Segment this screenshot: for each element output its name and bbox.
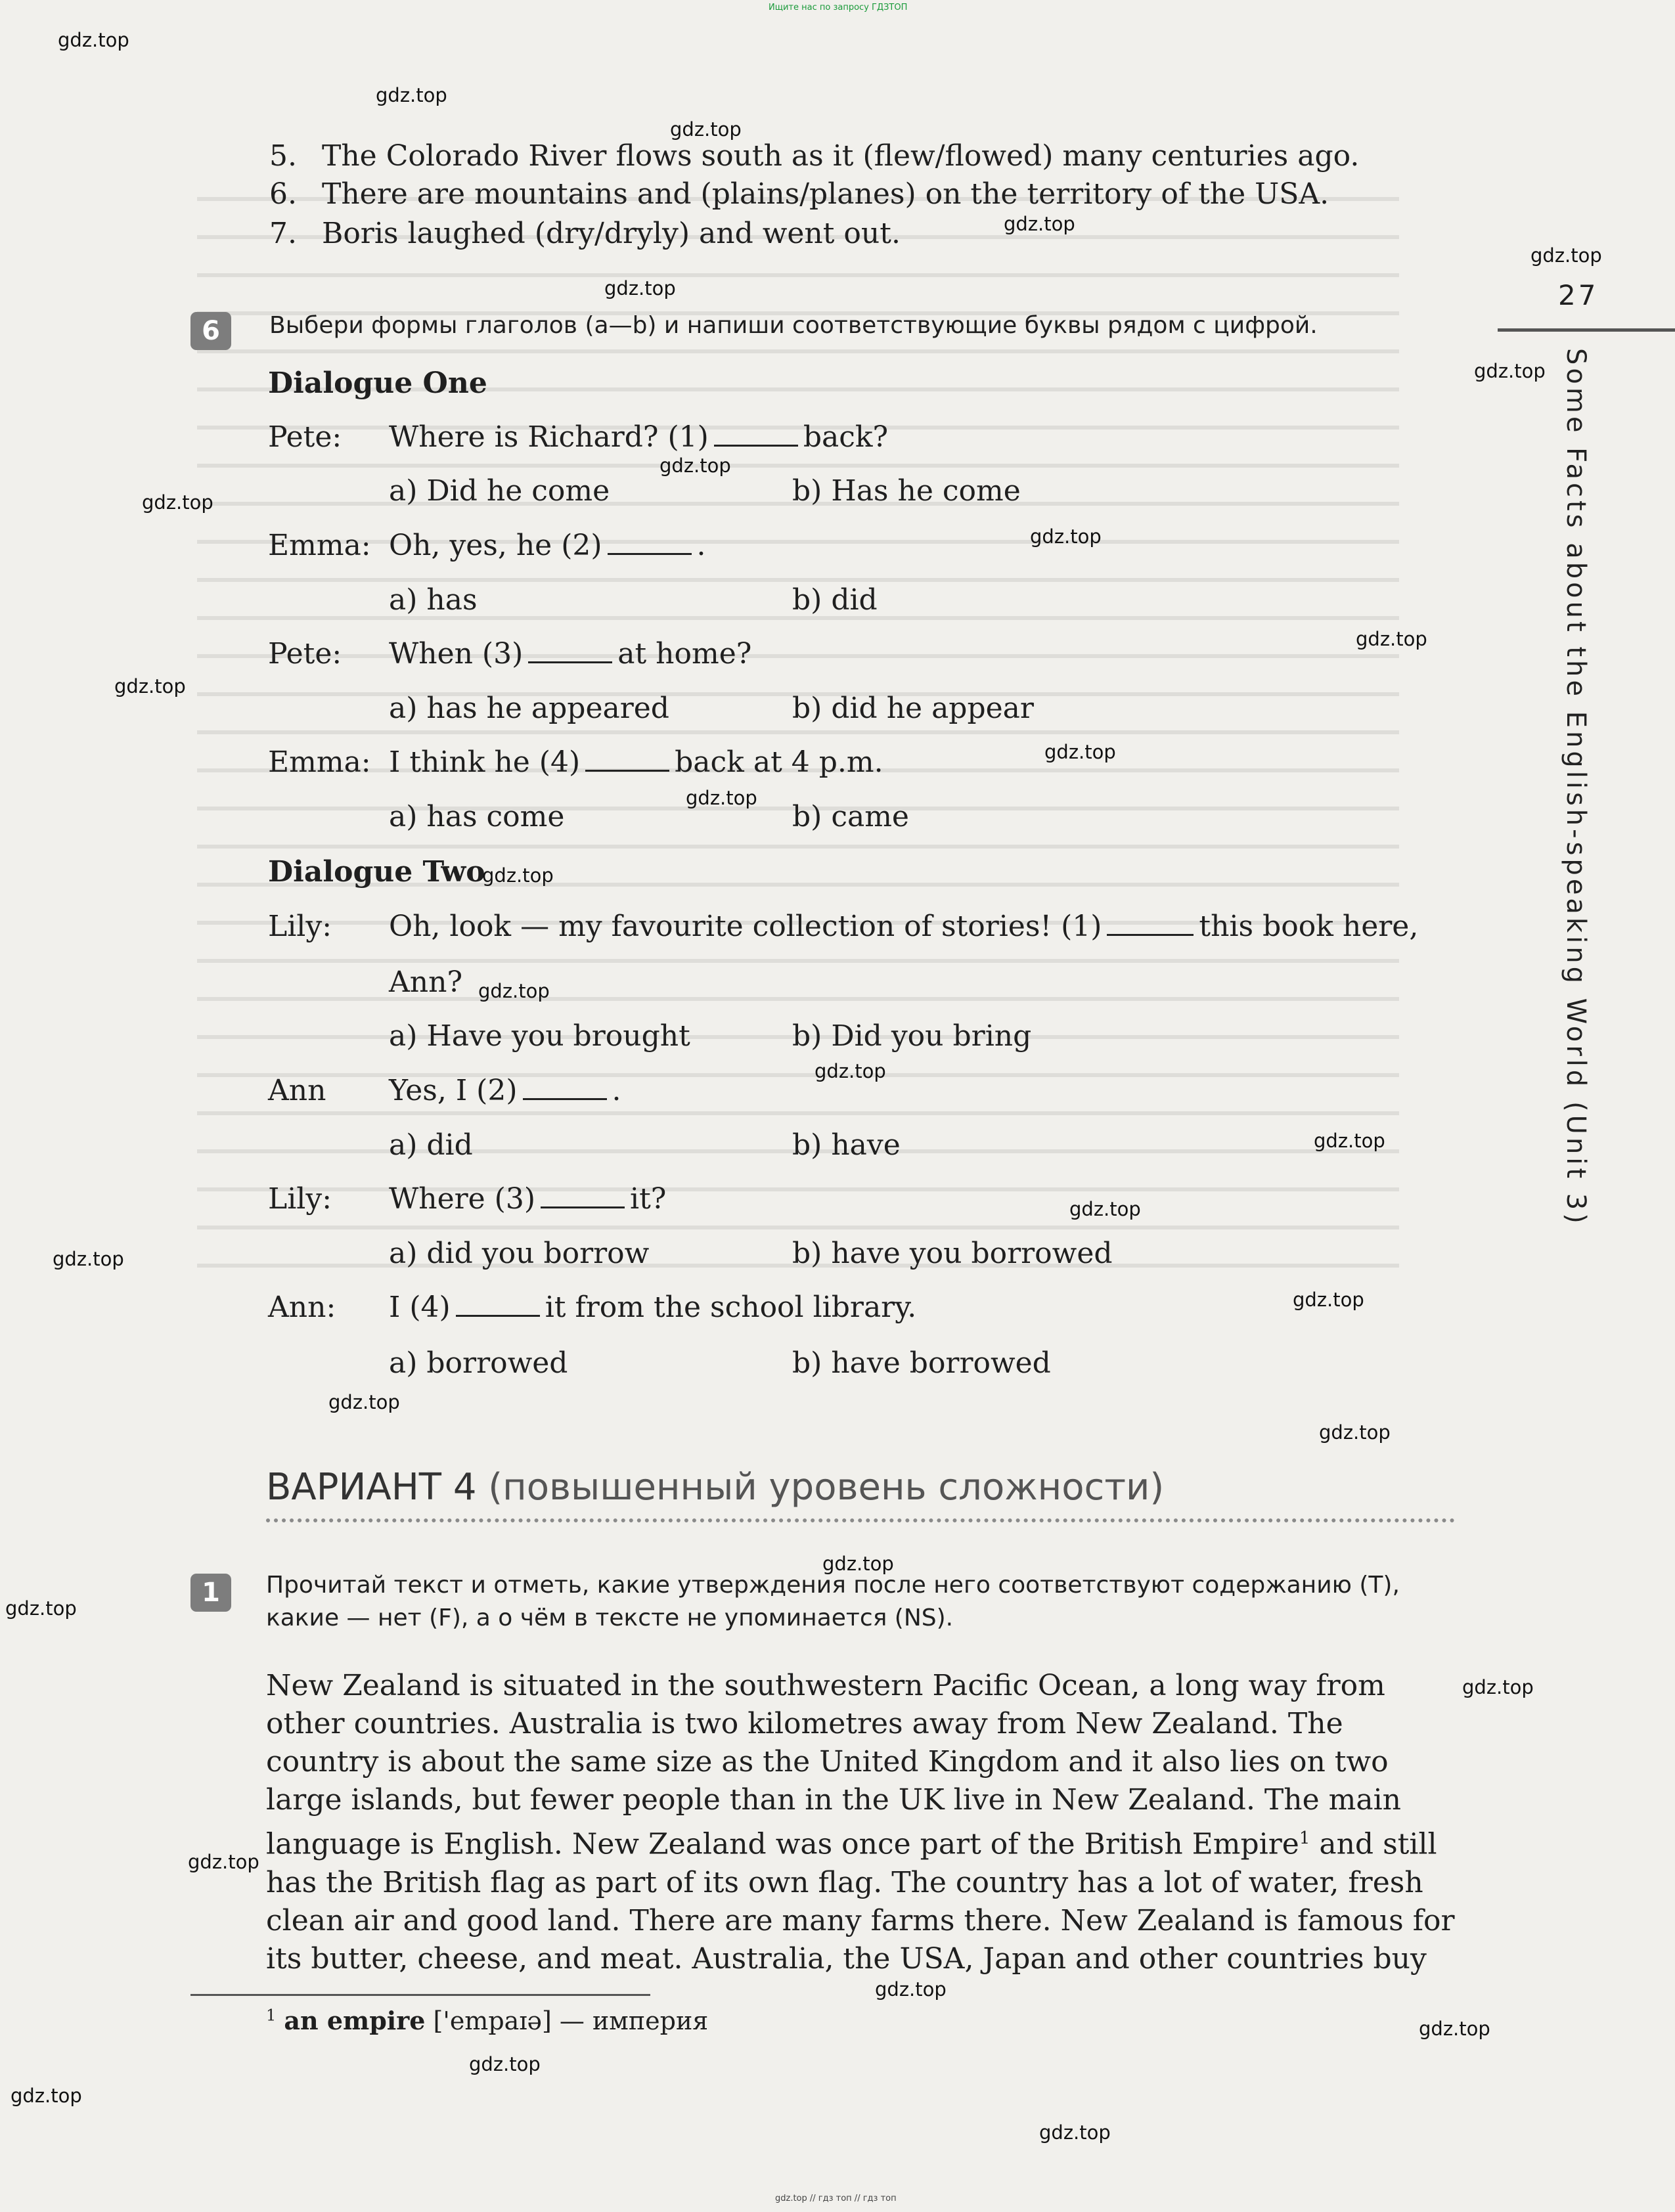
task1-text	[266, 1667, 1455, 1978]
side-title	[1552, 348, 1591, 1333]
watermark: gdz.top	[142, 491, 213, 514]
header-note: Ищите нас по запросу ГДЗТОП	[769, 3, 908, 12]
answer-blank[interactable]	[523, 1093, 607, 1100]
dialogue-one-title: Dialogue One	[268, 366, 487, 400]
answer-blank[interactable]	[528, 656, 612, 663]
watermark: gdz.top	[1314, 1130, 1385, 1152]
bleed-through-texture	[197, 184, 1399, 1268]
footnote: $^1$ an empire ['empaɪə] — империя	[266, 2006, 709, 2035]
watermark: gdz.top	[875, 1978, 947, 2001]
answer-blank[interactable]	[1107, 929, 1194, 936]
watermark: gdz.top	[1462, 1676, 1534, 1698]
task1-instruction-line1: Прочитай текст и отметь, какие утверждения после него соответствуют содержанию (T),	[266, 1572, 1400, 1599]
d2-speaker-4: Ann:	[268, 1291, 336, 1324]
d2-speaker-2: Ann	[268, 1074, 326, 1107]
d2-option-a-1: a) Have you brought	[389, 1019, 690, 1053]
item-6	[269, 177, 1329, 211]
item-text: Boris laughed (dry/dryly) and went out.	[321, 217, 901, 250]
d2-option-b-3: b) have you borrowed	[792, 1237, 1113, 1270]
item-number: 7.	[269, 217, 297, 250]
variant-title: ВАРИАНТ 4 (повышенный уровень сложности)	[266, 1466, 1165, 1509]
task6-badge: 6	[190, 312, 231, 350]
watermark: gdz.top	[1039, 2121, 1111, 2144]
d1-option-b-2: b) did	[792, 583, 878, 617]
d1-speaker-3: Pete:	[268, 637, 342, 671]
text-line: New Zealand is situated in the southwestern Pacific Ocean, a long way from	[266, 1669, 1385, 1702]
watermark: gdz.top	[686, 787, 757, 809]
d1-line-1: Where is Richard? (1) back?	[389, 420, 889, 454]
variant-divider	[266, 1518, 1455, 1522]
d2-line-1-cont: Ann?	[389, 965, 463, 999]
answer-blank[interactable]	[541, 1201, 625, 1208]
page-number: 27	[1558, 279, 1599, 311]
task6-instruction: Выбери формы глаголов (a—b) и напиши соответствующие буквы рядом с цифрой.	[269, 312, 1318, 339]
side-title-text: Some Facts about the English-speaking World (Unit 3)	[1561, 348, 1591, 1227]
d1-option-a-1: a) Did he come	[389, 474, 610, 508]
watermark: gdz.top	[1474, 360, 1546, 382]
watermark: gdz.top	[815, 1060, 886, 1082]
footnote-ref: 1	[1299, 1828, 1310, 1848]
d1-speaker-1: Pete:	[268, 420, 342, 454]
task1-instruction-line2: какие — нет (F), а о чём в тексте не упоминается (NS).	[266, 1604, 954, 1631]
watermark: gdz.top	[1419, 2018, 1490, 2040]
d2-option-a-4: a) borrowed	[389, 1346, 568, 1380]
watermark: gdz.top	[670, 118, 742, 141]
dialogue-two-title: Dialogue Two	[268, 855, 485, 889]
watermark: gdz.top	[1319, 1421, 1391, 1444]
d1-option-a-4: a) has come	[389, 800, 565, 833]
watermark: gdz.top	[659, 454, 731, 477]
watermark: gdz.top	[1069, 1198, 1141, 1220]
watermark: gdz.top	[822, 1553, 894, 1575]
d2-option-b-2: b) have	[792, 1128, 901, 1162]
text-line: country is about the same size as the United Kingdom and it also lies on two	[266, 1745, 1389, 1779]
d2-option-b-1: b) Did you bring	[792, 1019, 1032, 1053]
item-text: The Colorado River flows south as it (flew/flowed) many centuries ago.	[321, 139, 1360, 173]
d2-option-a-3: a) did you borrow	[389, 1237, 650, 1270]
footnote-rule	[190, 1994, 650, 1996]
d1-speaker-4: Emma:	[268, 745, 371, 779]
item-number: 6.	[269, 177, 297, 211]
d2-line-2: Yes, I (2) .	[389, 1074, 621, 1107]
text-line: its butter, cheese, and meat. Australia, the USA, Japan and other countries buy	[266, 1941, 1427, 1976]
text-line: clean air and good land. There are many farms there. New Zealand is famous for	[266, 1903, 1455, 1937]
d1-option-b-3: b) did he appear	[792, 692, 1034, 725]
d1-option-a-2: a) has	[389, 583, 478, 617]
watermark: gdz.top	[58, 29, 129, 51]
item-5	[269, 139, 1359, 173]
watermark: gdz.top	[1004, 213, 1075, 235]
d1-speaker-2: Emma:	[268, 529, 371, 562]
text-line: has the British flag as part of its own flag. The country has a lot of water, fresh	[266, 1865, 1423, 1899]
watermark: gdz.top	[478, 980, 550, 1002]
text-line: other countries. Australia is two kilometres away from New Zealand. The	[266, 1707, 1343, 1740]
text-line-5: language is English. New Zealand was once part of the British Empire$^1$ and still	[266, 1827, 1437, 1861]
header-rule	[1498, 328, 1675, 332]
watermark: gdz.top	[11, 2085, 82, 2107]
d2-option-b-4: b) have borrowed	[792, 1346, 1051, 1380]
watermark: gdz.top	[482, 864, 554, 887]
d2-speaker-3: Lily:	[268, 1182, 332, 1216]
answer-blank[interactable]	[456, 1310, 540, 1317]
watermark: gdz.top	[1530, 244, 1602, 267]
watermark: gdz.top	[604, 277, 676, 299]
task1-badge: 1	[190, 1574, 231, 1612]
d2-option-a-2: a) did	[389, 1128, 473, 1162]
item-7	[269, 217, 901, 250]
d2-line-3: Where (3) it?	[389, 1182, 667, 1216]
footer-note: gdz.top // гдз топ // гдз топ	[775, 2194, 897, 2203]
watermark: gdz.top	[1293, 1289, 1364, 1311]
watermark: gdz.top	[376, 84, 447, 106]
text-line: large islands, but fewer people than in the UK live in New Zealand. The main	[266, 1783, 1401, 1817]
watermark: gdz.top	[1044, 741, 1116, 763]
d1-option-b-4: b) came	[792, 800, 909, 833]
d1-line-3: When (3) at home?	[389, 637, 752, 671]
watermark: gdz.top	[53, 1248, 124, 1270]
answer-blank[interactable]	[714, 439, 798, 447]
watermark: gdz.top	[469, 2053, 541, 2075]
watermark: gdz.top	[188, 1851, 259, 1873]
item-text: There are mountains and (plains/planes) on the territory of the USA.	[321, 177, 1329, 211]
item-number: 5.	[269, 139, 297, 173]
watermark: gdz.top	[1356, 628, 1427, 650]
d1-line-4: I think he (4) back at 4 p.m.	[389, 745, 883, 779]
d1-option-b-1: b) Has he come	[792, 474, 1021, 508]
answer-blank[interactable]	[608, 548, 692, 555]
d1-line-2: Oh, yes, he (2) .	[389, 529, 706, 562]
answer-blank[interactable]	[585, 764, 669, 772]
watermark: gdz.top	[1030, 525, 1102, 548]
d2-line-4: I (4) it from the school library.	[389, 1291, 917, 1324]
d2-line-1: Oh, look — my favourite collection of stories! (1) this book here,	[389, 910, 1419, 943]
d2-speaker-1: Lily:	[268, 910, 332, 943]
watermark: gdz.top	[114, 675, 186, 697]
watermark: gdz.top	[328, 1391, 400, 1413]
d1-option-a-3: a) has he appeared	[389, 692, 669, 725]
watermark: gdz.top	[5, 1597, 77, 1620]
